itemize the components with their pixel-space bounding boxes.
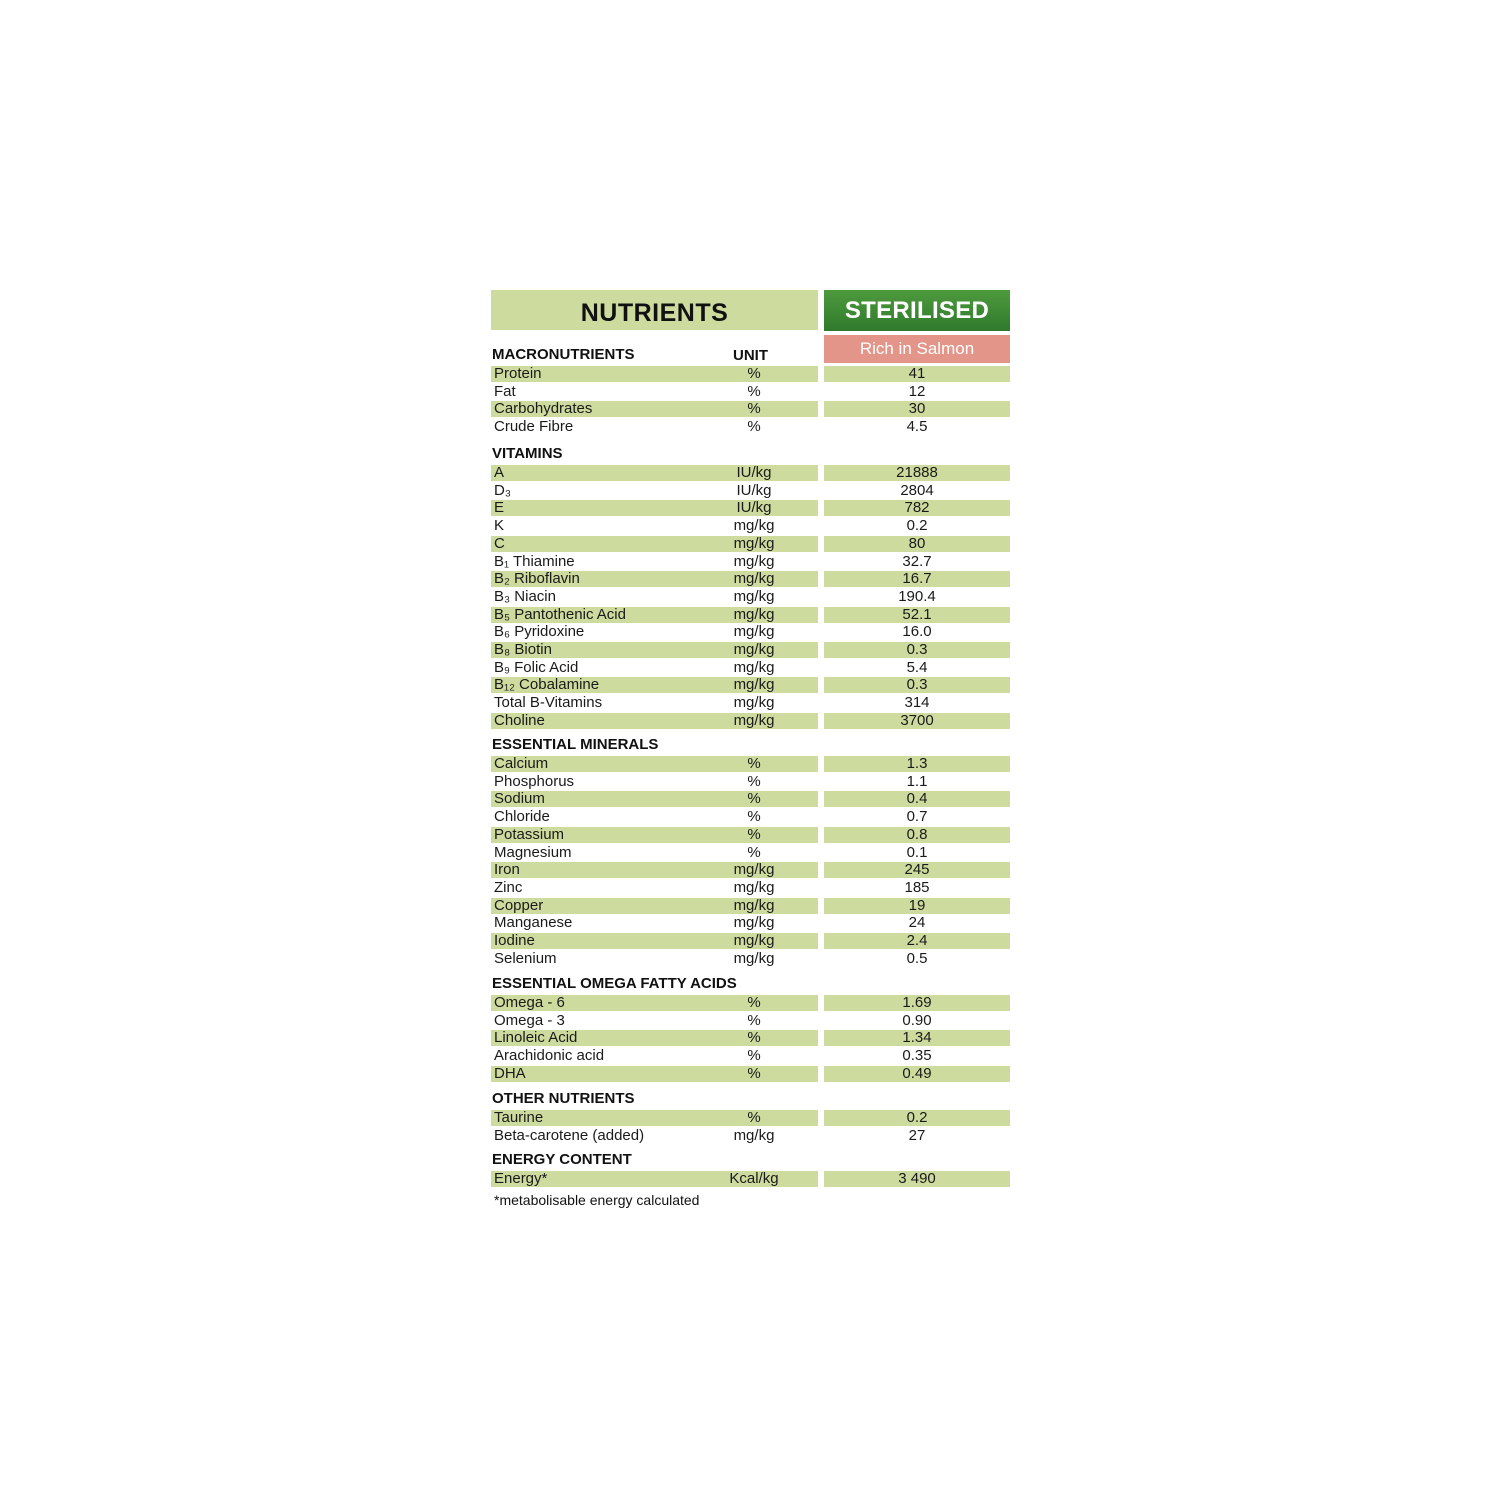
nutrient-name: Potassium (494, 825, 565, 843)
nutrient-unit: mg/kg (733, 932, 775, 949)
nutrient-name: Crude Fibre (494, 418, 574, 436)
nutrient-unit: mg/kg (733, 641, 775, 658)
nutrient-name: A (494, 464, 505, 481)
table-row (491, 1110, 1010, 1128)
nutrient-value: 0.2 (906, 517, 928, 535)
nutrient-name: Choline (494, 711, 545, 729)
nutrient-unit: % (747, 843, 761, 861)
table-row (491, 1013, 1010, 1031)
nutrient-name: B₅ Pantothenic Acid (494, 605, 626, 623)
nutrient-value: 0.7 (906, 808, 928, 826)
table-row (491, 677, 1010, 695)
nutrient-name: Protein (494, 365, 542, 382)
nutrient-value: 4.5 (906, 418, 928, 436)
nutrient-name: Fat (494, 382, 516, 400)
nutrient-unit: IU/kg (736, 481, 772, 499)
nutrient-value: 21888 (896, 464, 938, 481)
nutrient-value: 16.7 (902, 570, 932, 588)
nutrient-value: 1.34 (902, 1029, 932, 1047)
nutrient-value: 782 (904, 499, 930, 517)
table-row (491, 713, 1010, 731)
section-title: VITAMINS (492, 445, 563, 462)
nutrient-name: Chloride (494, 808, 550, 826)
table-row (491, 419, 1010, 437)
nutrient-value: 2804 (900, 481, 934, 499)
nutrient-name: Iodine (494, 932, 535, 949)
nutrient-name: Magnesium (494, 843, 572, 861)
nutrient-name: Total B-Vitamins (494, 694, 603, 712)
nutrient-unit: % (747, 365, 761, 382)
table-row (491, 624, 1010, 642)
section-title: ESSENTIAL OMEGA FATTY ACIDS (492, 975, 737, 992)
nutrient-unit: IU/kg (736, 464, 772, 481)
nutrient-unit: % (747, 382, 761, 400)
nutrient-value: 1.3 (906, 755, 928, 772)
nutrient-unit: % (747, 1064, 761, 1082)
table-row (491, 1048, 1010, 1066)
nutrient-value: 19 (908, 896, 926, 914)
table-row (491, 642, 1010, 660)
footnote: *metabolisable energy calculated (494, 1192, 700, 1208)
nutrient-unit: mg/kg (733, 694, 775, 712)
table-row (491, 809, 1010, 827)
nutrient-unit: mg/kg (733, 1126, 775, 1144)
nutrient-value: 314 (904, 694, 930, 712)
nutrient-name: D₃ (494, 481, 511, 499)
nutrient-name: Linoleic Acid (494, 1029, 578, 1047)
table-row (491, 401, 1010, 419)
nutrient-name: Selenium (494, 949, 557, 967)
nutrient-value: 16.0 (902, 623, 932, 641)
section-title: OTHER NUTRIENTS (492, 1090, 635, 1107)
nutrient-value: 0.5 (906, 949, 928, 967)
nutrient-unit: mg/kg (733, 552, 775, 570)
table-row (491, 898, 1010, 916)
nutrient-name: Beta-carotene (added) (494, 1126, 645, 1144)
table-row (491, 827, 1010, 845)
section-title: ENERGY CONTENT (492, 1151, 632, 1168)
nutrient-name: Carbohydrates (494, 400, 593, 418)
nutrient-unit: mg/kg (733, 878, 775, 896)
table-row (491, 465, 1010, 483)
table-row (491, 880, 1010, 898)
nutrient-name: B₁ Thiamine (494, 552, 575, 570)
nutrient-unit: % (747, 400, 761, 418)
table-row (491, 366, 1010, 384)
nutrient-unit: % (747, 825, 761, 843)
nutrient-unit: mg/kg (733, 587, 775, 605)
product-header: STERILISED (824, 290, 1010, 331)
section-title: MACRONUTRIENTS (492, 346, 635, 363)
nutrient-unit: mg/kg (733, 534, 775, 552)
nutrient-name: Sodium (494, 790, 545, 808)
nutrient-value: 1.1 (906, 772, 928, 790)
table-row (491, 791, 1010, 809)
nutrient-value: 1.69 (902, 994, 932, 1011)
nutrient-value: 190.4 (898, 587, 936, 605)
nutrient-value: 3 490 (898, 1170, 936, 1187)
nutrient-name: B₃ Niacin (494, 587, 556, 605)
table-row (491, 536, 1010, 554)
variant-badge: Rich in Salmon (824, 335, 1010, 363)
table-row (491, 571, 1010, 589)
nutrient-name: Zinc (494, 878, 523, 896)
nutrient-value: 0.90 (902, 1011, 932, 1029)
nutrient-value: 0.2 (906, 1109, 928, 1126)
table-row (491, 589, 1010, 607)
nutrient-name: Copper (494, 896, 544, 914)
nutrient-name: B₆ Pyridoxine (494, 623, 585, 641)
table-row (491, 518, 1010, 536)
table-row (491, 384, 1010, 402)
nutrient-value: 12 (908, 382, 926, 400)
nutrient-unit: mg/kg (733, 517, 775, 535)
nutrient-unit: % (747, 1047, 761, 1065)
nutrient-unit: Kcal/kg (729, 1170, 779, 1187)
table-row (491, 500, 1010, 518)
nutrients-header: NUTRIENTS (491, 290, 818, 330)
nutrient-value: 3700 (900, 711, 934, 729)
nutrient-unit: mg/kg (733, 861, 775, 879)
nutrient-unit: mg/kg (733, 605, 775, 623)
nutrient-unit: % (747, 808, 761, 826)
nutrient-name: Omega - 6 (494, 994, 565, 1011)
table-row (491, 862, 1010, 880)
nutrient-name: C (494, 534, 505, 552)
table-row (491, 554, 1010, 572)
nutrient-value: 5.4 (906, 658, 928, 676)
nutrient-value: 32.7 (902, 552, 932, 570)
nutrient-unit: mg/kg (733, 914, 775, 932)
section-title: ESSENTIAL MINERALS (492, 736, 659, 753)
nutrient-unit: % (747, 994, 761, 1011)
nutrient-name: B₉ Folic Acid (494, 658, 579, 676)
nutrient-name: Arachidonic acid (494, 1047, 605, 1065)
table-row (491, 915, 1010, 933)
nutrient-value: 245 (904, 861, 930, 879)
nutrient-unit: mg/kg (733, 896, 775, 914)
nutrient-name: Energy* (494, 1170, 548, 1187)
nutrient-unit: % (747, 418, 761, 436)
nutrient-value: 2.4 (906, 932, 928, 949)
table-row (491, 1171, 1010, 1189)
table-row (491, 951, 1010, 969)
nutrient-name: Phosphorus (494, 772, 575, 790)
nutrient-unit: % (747, 772, 761, 790)
nutrient-unit: mg/kg (733, 711, 775, 729)
nutrient-name: B₁₂ Cobalamine (494, 676, 600, 694)
nutrient-name: Taurine (494, 1109, 544, 1126)
table-row (491, 660, 1010, 678)
nutrient-value: 27 (908, 1126, 926, 1144)
nutrient-value: 0.3 (906, 676, 928, 694)
nutrient-name: E (494, 499, 505, 517)
nutrient-name: B₈ Biotin (494, 641, 552, 658)
table-row (491, 1066, 1010, 1084)
table-row (491, 1128, 1010, 1146)
table-row (491, 995, 1010, 1013)
nutrient-name: Omega - 3 (494, 1011, 565, 1029)
nutrient-name: B₂ Riboflavin (494, 570, 580, 588)
nutrient-unit: % (747, 1029, 761, 1047)
nutrient-value: 30 (908, 400, 926, 418)
nutrient-value: 185 (904, 878, 930, 896)
nutrient-name: Calcium (494, 755, 549, 772)
nutrient-name: Manganese (494, 914, 573, 932)
nutrient-value: 0.4 (906, 790, 928, 808)
nutrient-value: 52.1 (902, 605, 932, 623)
unit-column-header: UNIT (733, 347, 768, 364)
table-row (491, 1030, 1010, 1048)
table-row (491, 756, 1010, 774)
nutrient-value: 24 (908, 914, 926, 932)
nutrient-unit: % (747, 1109, 761, 1126)
nutrient-value: 0.8 (906, 825, 928, 843)
nutrient-value: 41 (908, 365, 926, 382)
nutrient-unit: % (747, 755, 761, 772)
nutrient-unit: mg/kg (733, 570, 775, 588)
nutrient-value: 0.35 (902, 1047, 932, 1065)
nutrient-value: 0.1 (906, 843, 928, 861)
table-row (491, 695, 1010, 713)
nutrient-value: 0.49 (902, 1064, 932, 1082)
nutrient-unit: mg/kg (733, 658, 775, 676)
nutrient-unit: mg/kg (733, 676, 775, 694)
nutrient-unit: mg/kg (733, 623, 775, 641)
nutrient-value: 0.3 (906, 641, 928, 658)
nutrient-unit: % (747, 790, 761, 808)
nutrient-name: Iron (494, 861, 520, 879)
table-row (491, 483, 1010, 501)
nutrient-value: 80 (908, 534, 926, 552)
table-row (491, 774, 1010, 792)
nutrient-name: DHA (494, 1064, 526, 1082)
table-row (491, 607, 1010, 625)
nutrient-name: K (494, 517, 505, 535)
nutrient-unit: IU/kg (736, 499, 772, 517)
nutrient-unit: % (747, 1011, 761, 1029)
nutrient-unit: mg/kg (733, 949, 775, 967)
table-row (491, 845, 1010, 863)
table-row (491, 933, 1010, 951)
